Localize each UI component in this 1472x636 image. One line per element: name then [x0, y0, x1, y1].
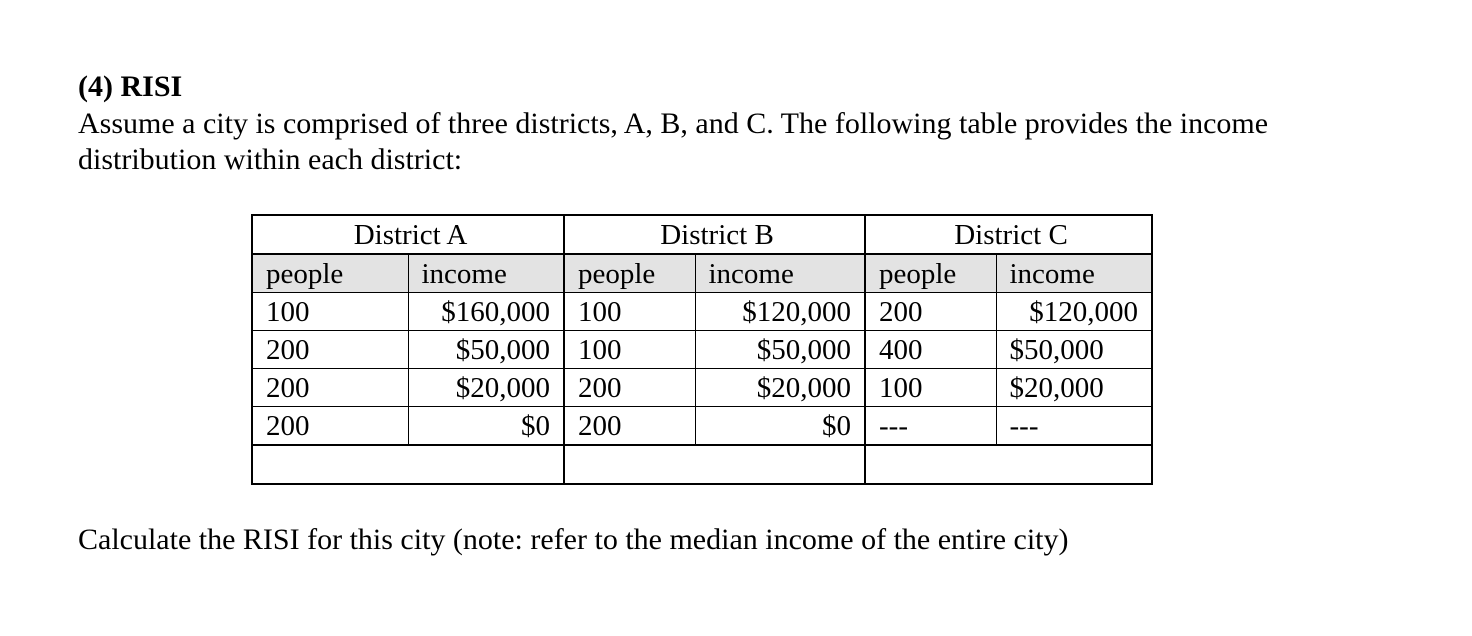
district-b-header: District B [564, 215, 865, 254]
district-a-people-header: people [252, 254, 408, 293]
district-c-header: District C [865, 215, 1152, 254]
district-b-income-cell: $50,000 [695, 331, 865, 369]
district-a-income-header: income [408, 254, 564, 293]
district-a-header: District A [252, 215, 564, 254]
district-c-people-cell: 400 [865, 331, 996, 369]
district-a-people-cell: 100 [252, 293, 408, 331]
income-distribution-table [251, 214, 1153, 485]
district-a-people-cell: 200 [252, 331, 408, 369]
district-a-income-cell: $50,000 [408, 331, 564, 369]
district-b-people-header: people [564, 254, 695, 293]
district-c-people-cell: 100 [865, 369, 996, 407]
question-heading: (4) RISI [78, 70, 183, 103]
district-b-income-cell: $0 [695, 407, 865, 446]
subheader-row [252, 254, 1152, 293]
district-a-income-cell: $160,000 [408, 293, 564, 331]
district-c-people-cell: 200 [865, 293, 996, 331]
district-c-income-header: income [996, 254, 1152, 293]
intro-paragraph: Assume a city is comprised of three districts, A, B, and C. The following table provides the income distribution within each district: [78, 107, 1269, 176]
district-b-people-cell: 200 [564, 369, 695, 407]
district-b-income-header: income [695, 254, 865, 293]
district-a-income-cell: $0 [408, 407, 564, 446]
table-row [252, 293, 1152, 331]
district-b-people-cell: 200 [564, 407, 695, 446]
empty-cell [996, 445, 1152, 484]
district-a-people-cell: 200 [252, 407, 408, 446]
district-a-income-cell: $20,000 [408, 369, 564, 407]
empty-cell [865, 445, 996, 484]
district-b-people-cell: 100 [564, 293, 695, 331]
empty-cell [408, 445, 564, 484]
district-b-income-cell: $20,000 [695, 369, 865, 407]
table-row [252, 331, 1152, 369]
district-c-income-cell: $20,000 [996, 369, 1152, 407]
district-b-people-cell: 100 [564, 331, 695, 369]
empty-cell [695, 445, 865, 484]
district-c-income-cell: $120,000 [996, 293, 1152, 331]
question-prompt: Calculate the RISI for this city (note: refer to the median income of the entire city) [78, 523, 1069, 556]
empty-cell [252, 445, 408, 484]
empty-row [252, 445, 1152, 484]
district-a-people-cell: 200 [252, 369, 408, 407]
table-row [252, 369, 1152, 407]
district-header-row [252, 215, 1152, 254]
table-row [252, 407, 1152, 446]
district-c-income-cell: $50,000 [996, 331, 1152, 369]
empty-cell [564, 445, 695, 484]
district-c-people-cell: --- [865, 407, 996, 446]
district-b-income-cell: $120,000 [695, 293, 865, 331]
district-c-income-cell: --- [996, 407, 1152, 446]
district-c-people-header: people [865, 254, 996, 293]
